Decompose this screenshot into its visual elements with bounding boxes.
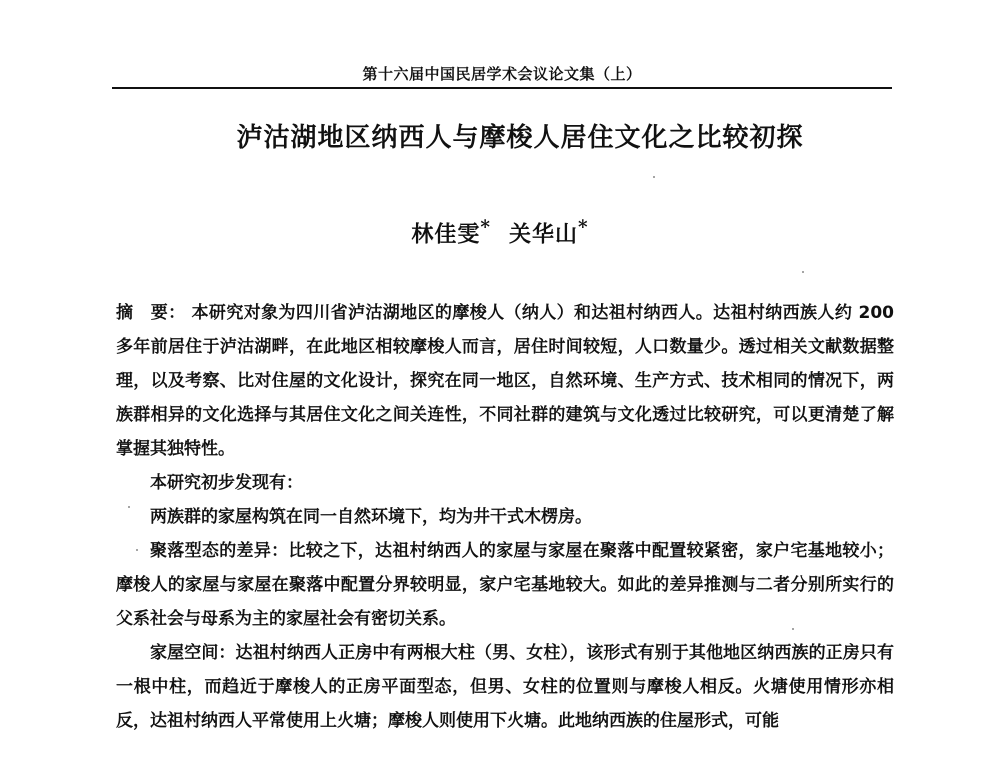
abstract — [116, 296, 894, 738]
scan-speck — [136, 549, 138, 551]
abstract-paragraph: 聚落型态的差异：比较之下，达祖村纳西人的家屋与家屋在聚落中配置较紧密，家户宅基地较小；摩梭人的家屋与家屋在聚落中配置分界较明显，家户宅基地较大。如此的差异推测与二者分别所实行的父系社会与母系为主的家屋社会有密切关系。 — [116, 541, 894, 629]
abstract-paragraph: 家屋空间：达祖村纳西人正房中有两根大柱（男、女柱），该形式有别于其他地区纳西族的正房只有一根中柱，而趋近于摩梭人的正房平面型态，但男、女柱的位置则与摩梭人相反。火塘使用情形亦相反，达祖村纳西人平常使用上火塘；摩梭人则使用下火塘。此地纳西族的住屋形式，可能 — [116, 643, 894, 731]
scan-speck — [792, 628, 794, 630]
abstract-text: 本研究对象为四川省泸沽湖地区的摩梭人（纳人）和达祖村纳西人。达祖村纳西族人约 200 多年前居住于泸沽湖畔，在此地区相较摩梭人而言，居住时间较短，人口数量少。透过相关文献数据整理，以及考察、比对住屋的文化设计，探究在同一地区，自然环境、生产方式、技术相同的情况下，两族群相异的文化选择与其居住文化之间关连性，不同社群的建筑与文化透过比较研究，可以更清楚了解掌握其独特性。 — [116, 303, 894, 459]
author-name: 林佳雯 — [411, 221, 481, 248]
abstract-paragraph — [116, 296, 894, 466]
abstract-label: 摘 要： — [116, 303, 186, 323]
abstract-paragraph: 本研究初步发现有： — [150, 473, 303, 493]
scan-speck — [128, 506, 130, 508]
scan-speck — [653, 176, 655, 178]
paper-title: 泸沽湖地区纳西人与摩梭人居住文化之比较初探 — [236, 123, 804, 153]
running-header: 第十六届中国民居学术会议论文集（上） — [362, 65, 642, 83]
author-name: 关华山 — [509, 221, 579, 248]
scan-speck — [802, 271, 804, 273]
abstract-paragraph: 两族群的家屋构筑在同一自然环境下，均为井干式木楞房。 — [150, 507, 592, 527]
author-line — [300, 217, 700, 248]
header-rule — [112, 87, 892, 89]
author-mark: * — [578, 217, 589, 238]
author-mark: * — [480, 217, 491, 238]
